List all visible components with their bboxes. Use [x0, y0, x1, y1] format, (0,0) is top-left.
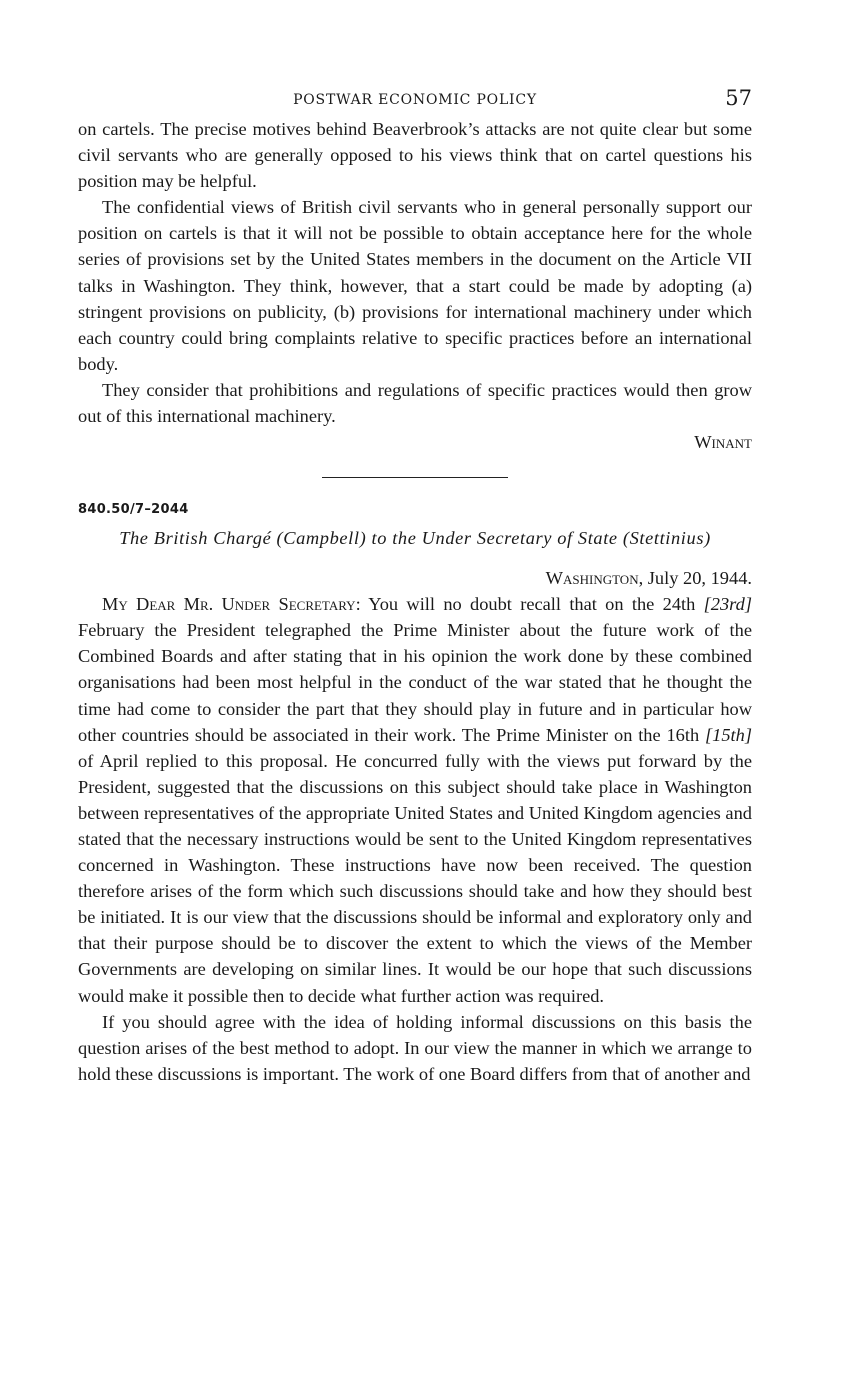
- letter-text-part-c: of April replied to this proposal. He concurred fully with the views put forward by the President, suggested that the discussions on this subject should take place in Washington between representatives of the appropriate United States and United Kingdom agencies and stated that the necessary instructions would be sent to the United Kingdom representatives concerned in Washington. These instructions have now been received. The question therefore arises of the form which such discussions should take and how they should best be initiated. It is our view that the discussions should be informal and exploratory only and that their purpose should be to discover the extent to which the views of the Member Governments are developing on similar lines. It would be our hope that such discussions would make it possible then to decide what further action was required.: [78, 750, 752, 1006]
- running-head: [78, 86, 752, 116]
- page-number: 57: [725, 86, 752, 110]
- salutation: My Dear Mr. Under Secretary:: [102, 594, 361, 615]
- document-file-number: 840.50/7–2044: [78, 502, 189, 518]
- paragraph-continued: on cartels. The precise motives behind Beaverbrook’s attacks are not quite clear but some civil servants who are generally opposed to his views think that on cartel questions his position may be helpful.: [78, 119, 752, 192]
- letter-paragraph-1: [78, 591, 752, 1009]
- running-title: POSTWAR ECONOMIC POLICY: [293, 92, 537, 108]
- dateline-date: , July 20, 1944.: [638, 568, 752, 589]
- editorial-bracket-correction: [23rd]: [703, 594, 752, 615]
- dateline: [78, 565, 752, 591]
- signature: Winant: [694, 432, 752, 453]
- letter-text-part-b: February the President telegraphed the Prime Minister about the future work of the Combined Boards and after stating that in his opinion the work done by these combined organisations had been most helpful in the conduct of the war stated that he thought the time had come to consider the part that they should play in future and in particular how other countries should be associated in their work. The Prime Minister on the 16th: [78, 620, 752, 745]
- section-divider: [322, 477, 508, 478]
- document-page: [78, 86, 752, 1087]
- document-heading: The British Chargé (Campbell) to the Under Secretary of State (Stettinius): [119, 528, 711, 549]
- paragraph-confidential-views: The confidential views of British civil servants who in general personally support our position on cartels is that it will not be possible to obtain acceptance here for the whole series of provisions set by the United States members in the document on the Article VII talks in Washington. They think, however, that a start could be made by adopting (a) stringent provisions on publicity, (b) provisions for international machinery under which each country could bring complaints relative to specific practices before an international body.: [78, 197, 752, 374]
- letter-paragraph-2: If you should agree with the idea of holding informal discussions on this basis the question arises of the best method to adopt. In our view the manner in which we arrange to hold these discussions is important. The work of one Board differs from that of another and: [78, 1011, 752, 1084]
- dateline-place: Washington: [545, 568, 639, 589]
- letter-text-part-a: You will no doubt recall that on the 24th: [360, 594, 704, 615]
- editorial-bracket-correction: [15th]: [704, 724, 752, 745]
- paragraph-prohibitions: They consider that prohibitions and regulations of specific practices would then grow out of this international machinery.: [78, 379, 752, 427]
